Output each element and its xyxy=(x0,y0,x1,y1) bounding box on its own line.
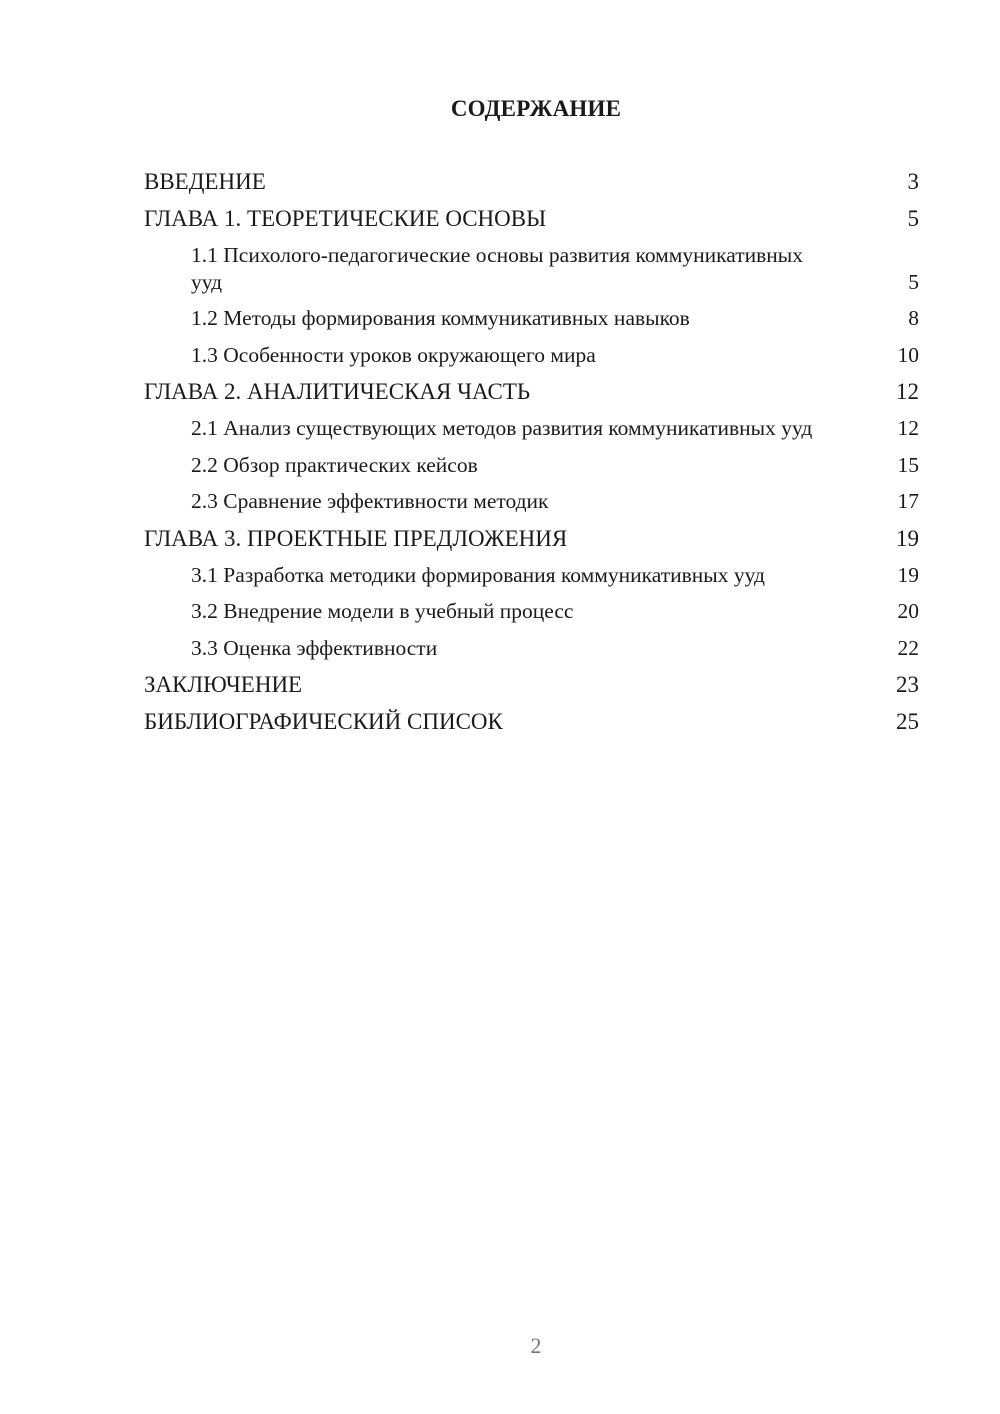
toc-entry-text: 3.3 Оценка эффективности xyxy=(191,635,438,660)
toc-entry-text: 2.2 Обзор практических кейсов xyxy=(191,452,478,477)
toc-entry-page: 17 xyxy=(897,489,919,513)
toc-entry-introduction[interactable] xyxy=(144,168,919,195)
toc-entry-page: 8 xyxy=(908,306,919,330)
toc-entry-page: 19 xyxy=(896,525,919,551)
toc-entry-page: 10 xyxy=(897,342,919,367)
toc-entry-section-1-3[interactable] xyxy=(144,342,919,369)
toc-entry-page: 22 xyxy=(897,635,919,660)
toc-entry-page: 25 xyxy=(896,709,919,734)
toc-entry-text: ГЛАВА 2. АНАЛИТИЧЕСКАЯ ЧАСТЬ xyxy=(144,379,531,404)
toc-entry-text: 3.1 Разработка методики формирования коммуникативных ууд xyxy=(191,562,765,587)
toc-entry-bibliography[interactable] xyxy=(144,708,919,735)
toc-entry-section-2-3[interactable] xyxy=(144,488,919,515)
toc-entry-text: ГЛАВА 1. ТЕОРЕТИЧЕСКИЕ ОСНОВЫ xyxy=(144,206,547,231)
toc-entry-text: 1.1 Психолого-педагогические основы развития коммуникативных ууд xyxy=(191,243,803,294)
toc-entry-text: БИБЛИОГРАФИЧЕСКИЙ СПИСОК xyxy=(144,709,503,734)
toc-entry-text: 3.2 Внедрение модели в учебный процесс xyxy=(191,599,574,623)
page-number: 2 xyxy=(530,1333,542,1358)
toc-entry-page: 12 xyxy=(897,416,919,440)
toc-entry-text: ГЛАВА 3. ПРОЕКТНЫЕ ПРЕДЛОЖЕНИЯ xyxy=(144,525,568,551)
toc-entry-chapter-3[interactable] xyxy=(144,525,919,552)
toc-entry-page: 5 xyxy=(908,269,919,294)
toc-entry-section-2-1[interactable] xyxy=(144,415,919,442)
toc-entry-chapter-2[interactable] xyxy=(144,378,919,405)
toc-entry-page: 5 xyxy=(907,206,919,231)
toc-entry-text: 1.2 Методы формирования коммуникативных навыков xyxy=(191,306,690,330)
toc-entry-conclusion[interactable] xyxy=(144,671,919,698)
toc-entry-text: 1.3 Особенности уроков окружающего мира xyxy=(191,342,596,367)
toc-entry-text: 2.1 Анализ существующих методов развития коммуникативных ууд xyxy=(191,416,813,440)
toc-entry-page: 15 xyxy=(897,452,919,477)
toc-entry-page: 20 xyxy=(897,599,919,623)
toc-entry-text: ВВЕДЕНИЕ xyxy=(144,169,266,194)
toc-entry-section-1-1[interactable] xyxy=(144,242,919,295)
toc-entry-section-3-1[interactable] xyxy=(144,562,919,589)
toc-entry-text: 2.3 Сравнение эффективности методик xyxy=(191,489,549,513)
toc-entry-section-2-2[interactable] xyxy=(144,452,919,479)
toc-entry-chapter-1[interactable] xyxy=(144,205,919,232)
toc-entry-page: 3 xyxy=(907,169,919,194)
table-of-contents xyxy=(144,168,919,745)
toc-entry-section-3-2[interactable] xyxy=(144,598,919,625)
toc-entry-section-1-2[interactable] xyxy=(144,305,919,332)
page-title: СОДЕРЖАНИЕ xyxy=(450,96,622,121)
toc-entry-text: ЗАКЛЮЧЕНИЕ xyxy=(144,672,303,697)
toc-entry-section-3-3[interactable] xyxy=(144,635,919,662)
toc-entry-page: 12 xyxy=(896,379,919,404)
toc-entry-page: 23 xyxy=(896,672,919,697)
toc-entry-page: 19 xyxy=(897,562,919,587)
